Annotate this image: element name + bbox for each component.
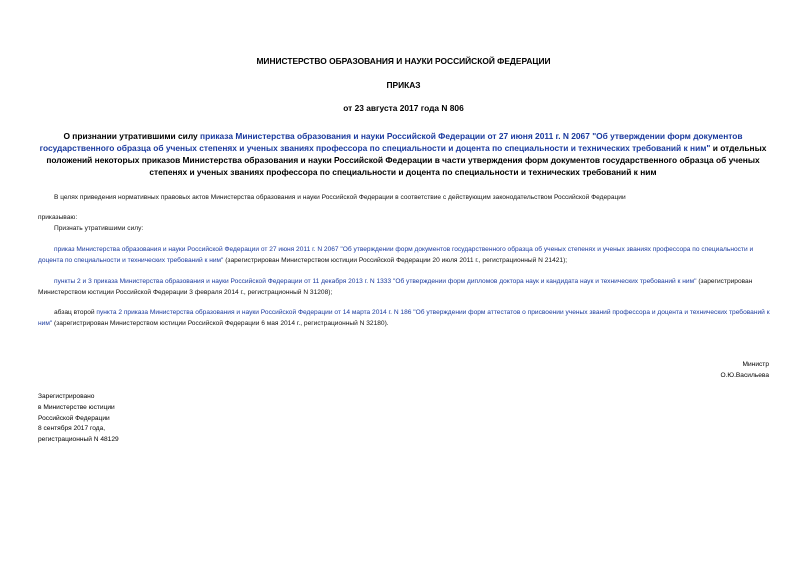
title-suffix: и отдельных положений некоторых приказов Министерства образования и науки Российской Федерации в части утверждения форм документов государственного образца об ученых степенях и ученых званиях профессора по специальности и доцента по специальности и технических требований к ним <box>46 143 767 177</box>
registration-line-4: 8 сентября 2017 года, <box>38 425 106 433</box>
repeal-item-1 <box>38 245 772 267</box>
item2-link[interactable]: пункты 2 и 3 приказа Министерства образования и науки Российской Федерации от 11 декабря 2013 г. N 1333 "Об утверждении форм дипломов доктора наук и кандидата наук и технических требований к ним" <box>54 278 697 285</box>
registration-block <box>38 392 119 446</box>
item2-rest: (зарегистрирован Министерством юстиции Российской Федерации 3 февраля 2014 г., регистрационный N 31208); <box>38 278 753 296</box>
signature-block <box>720 360 769 382</box>
title-link[interactable]: приказа Министерства образования и науки Российской Федерации от 27 июня 2011 г. N 2067 "Об утверждении форм документов государственного образца об ученых степенях и ученых званиях профессора по специальности и доцента по специальности и технических требований к ним" <box>39 131 743 153</box>
signature-name: О.Ю.Васильева <box>720 371 769 379</box>
order-word: приказываю: <box>38 214 78 221</box>
item3-link[interactable]: пункта 2 приказа Министерства образования и науки Российской Федерации от 14 марта 2014 г. N 186 "Об утверждении форм аттестатов о присвоении ученых званий профессора и доцента и технических требований к ним" <box>38 309 770 327</box>
date-number-heading: от 23 августа 2017 года N 806 <box>343 103 464 113</box>
title-prefix: О признании утратившими силу <box>63 131 201 141</box>
registration-line-3: Российской Федерации <box>38 414 110 422</box>
ministry-heading: МИНИСТЕРСТВО ОБРАЗОВАНИЯ И НАУКИ РОССИЙСКОЙ ФЕДЕРАЦИИ <box>256 56 551 66</box>
declare-line: Признать утратившими силу: <box>54 225 144 232</box>
doc-type-heading: ПРИКАЗ <box>386 80 421 90</box>
item3-prefix: абзац второй <box>54 309 97 316</box>
intro-paragraph: В целях приведения нормативных правовых актов Министерства образования и науки Российской Федерации в соответствие с действующим законодательством Российской Федерации <box>54 194 626 201</box>
document-title <box>34 130 772 178</box>
signature-role: Министр <box>742 361 769 368</box>
registration-line-5: регистрационный N 48129 <box>38 436 119 444</box>
item3-rest: (зарегистрирован Министерством юстиции Российской Федерации 6 мая 2014 г., регистрационный N 32180). <box>52 319 389 327</box>
item1-link[interactable]: приказ Министерства образования и науки Российской Федерации от 27 июня 2011 г. N 2067 "Об утверждении форм документов государственного образца об ученых степенях и ученых званиях профессора по специальности и доцента по специальности и технических требований к ним" <box>38 246 754 264</box>
registration-line-1: Зарегистрировано <box>38 393 95 400</box>
repeal-item-2 <box>38 277 772 299</box>
registration-line-2: в Министерстве юстиции <box>38 403 115 411</box>
item1-rest: (зарегистрирован Министерством юстиции Российской Федерации 20 июля 2011 г., регистрационный N 21421); <box>223 256 568 264</box>
repeal-item-3 <box>38 308 772 330</box>
